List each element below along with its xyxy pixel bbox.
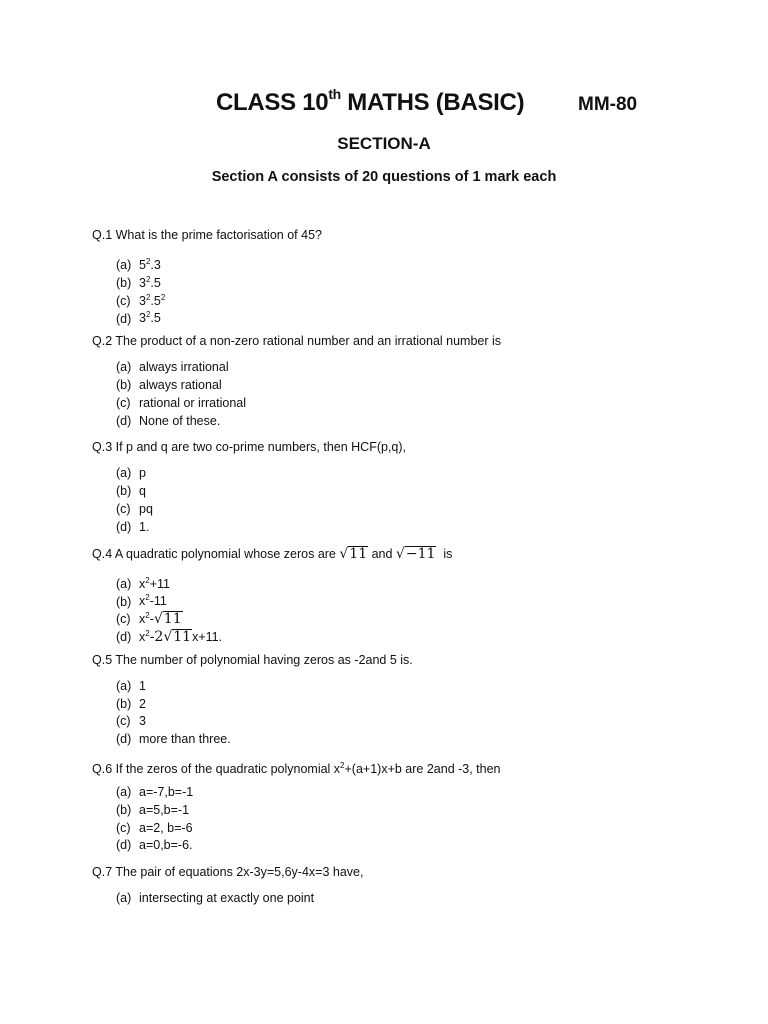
subject-label: MATHS (BASIC) — [340, 89, 525, 116]
option-c[interactable] — [116, 607, 732, 628]
max-marks: MM-80 — [578, 94, 638, 115]
radicand: 11 — [349, 545, 368, 562]
option-d[interactable] — [116, 625, 732, 646]
question-exponent: 2 — [340, 760, 345, 770]
question-1 — [92, 226, 732, 324]
option-letter: (c) — [116, 820, 131, 835]
option-c[interactable] — [116, 501, 732, 519]
question-text-end: +(a+1)x+b are 2and -3, then — [344, 762, 501, 777]
question-text-start: Q.4 A quadratic polynomial whose zeros are — [92, 546, 340, 561]
option-exponent: 2 — [145, 292, 151, 302]
sqrt-expression: √−11 — [395, 545, 436, 562]
option-a[interactable] — [116, 359, 732, 377]
option-letter: (c) — [116, 612, 131, 627]
option-d[interactable] — [116, 837, 732, 855]
option-text: 3 — [139, 714, 146, 729]
option-base: x — [139, 594, 146, 609]
section-title: SECTION-A — [337, 134, 431, 153]
options-list — [116, 465, 732, 536]
option-letter: (a) — [116, 466, 132, 481]
option-letter: (c) — [116, 395, 131, 410]
option-text: a=0,b=-6. — [139, 838, 193, 853]
option-letter: (b) — [116, 377, 132, 392]
option-c[interactable] — [116, 289, 732, 307]
option-text: a=-7,b=-1 — [139, 784, 194, 799]
option-base: 5 — [139, 258, 146, 273]
page-title — [216, 88, 524, 117]
option-text: 1. — [139, 519, 150, 534]
options-list — [116, 678, 732, 749]
option-exponent: 2 — [145, 611, 150, 621]
question-text-end: is — [436, 546, 453, 561]
question-text-middle: and — [368, 546, 396, 561]
option-text: more than three. — [139, 732, 231, 747]
question-text-start: Q.6 If the zeros of the quadratic polynomial x — [92, 762, 341, 777]
options-list — [116, 359, 732, 430]
option-rest: -2 — [149, 629, 164, 646]
question-7 — [92, 863, 732, 908]
question-text: Q.5 The number of polynomial having zeros as -2and 5 is. — [92, 652, 413, 667]
option-letter: (d) — [116, 519, 132, 534]
option-text: a=5,b=-1 — [139, 802, 190, 817]
question-2 — [92, 332, 732, 430]
option-letter: (d) — [116, 311, 132, 326]
option-letter: (b) — [116, 275, 132, 290]
sqrt-expression: √11 — [153, 611, 182, 628]
option-letter: (c) — [116, 293, 131, 308]
option-c[interactable] — [116, 713, 732, 731]
option-d[interactable] — [116, 519, 732, 537]
question-5 — [92, 651, 732, 749]
option-exponent: 2 — [160, 292, 166, 302]
question-text — [92, 545, 732, 563]
option-base: 3 — [139, 293, 146, 308]
sqrt-expression: √11 — [339, 545, 368, 562]
option-letter: (a) — [116, 576, 132, 591]
option-b[interactable] — [116, 271, 732, 289]
option-exponent: 2 — [145, 274, 151, 284]
option-letter: (a) — [116, 891, 132, 906]
option-base: 3 — [139, 311, 146, 326]
option-exponent: 2 — [145, 628, 150, 638]
option-rest: +11 — [149, 576, 170, 591]
option-d[interactable] — [116, 306, 732, 324]
question-text: Q.3 If p and q are two co-prime numbers, then HCF(p,q), — [92, 440, 407, 455]
option-exponent: 2 — [145, 593, 150, 603]
option-text: None of these. — [139, 413, 221, 428]
option-d[interactable] — [116, 413, 732, 431]
option-b[interactable] — [116, 589, 732, 607]
option-c[interactable] — [116, 395, 732, 413]
option-b[interactable] — [116, 377, 732, 395]
option-rest: .3 — [150, 258, 161, 273]
option-letter: (a) — [116, 360, 132, 375]
option-a[interactable] — [116, 572, 732, 590]
option-letter: (b) — [116, 696, 132, 711]
option-base: x — [139, 630, 146, 645]
question-list — [92, 226, 732, 916]
option-text: 2 — [139, 696, 146, 711]
option-base: 3 — [139, 275, 146, 290]
sqrt-expression: √11 — [163, 629, 192, 646]
option-letter: (d) — [116, 630, 132, 645]
option-a[interactable] — [116, 465, 732, 483]
option-text: pq — [139, 501, 153, 516]
option-rest: .5 — [150, 311, 161, 326]
option-base: x — [139, 576, 146, 591]
option-letter: (d) — [116, 413, 132, 428]
option-d[interactable] — [116, 731, 732, 749]
option-b[interactable] — [116, 483, 732, 501]
question-4 — [92, 545, 732, 646]
option-letter: (c) — [116, 501, 131, 516]
question-text: Q.2 The product of a non-zero rational number and an irrational number is — [92, 334, 502, 349]
section-description: Section A consists of 20 questions of 1 mark each — [211, 169, 557, 185]
question-text: Q.7 The pair of equations 2x-3y=5,6y-4x=3 have, — [92, 865, 364, 880]
option-a[interactable] — [116, 678, 732, 696]
option-text: 1 — [139, 678, 146, 693]
option-letter: (a) — [116, 258, 132, 273]
option-text: a=2, b=-6 — [139, 820, 193, 835]
option-text: p — [139, 466, 146, 481]
radicand: 11 — [163, 611, 182, 628]
option-rest: .5 — [150, 293, 161, 308]
option-text: q — [139, 484, 146, 499]
option-letter: (b) — [116, 802, 132, 817]
option-letter: (b) — [116, 594, 132, 609]
options-list — [116, 890, 732, 908]
option-text: always irrational — [139, 360, 229, 375]
option-a[interactable] — [116, 890, 732, 908]
option-base: x — [139, 612, 146, 627]
option-letter: (d) — [116, 732, 132, 747]
option-rest: - — [149, 612, 154, 627]
question-3 — [92, 438, 732, 536]
option-exponent: 2 — [145, 310, 151, 320]
option-text: rational or irrational — [139, 395, 246, 410]
option-letter: (b) — [116, 484, 132, 499]
options-list — [116, 572, 732, 646]
option-letter: (a) — [116, 784, 132, 799]
option-letter: (c) — [116, 714, 131, 729]
option-tail: x+11. — [192, 630, 223, 645]
option-c[interactable] — [116, 820, 732, 838]
option-letter: (a) — [116, 678, 132, 693]
question-text — [92, 757, 732, 775]
question-6 — [92, 757, 732, 855]
options-list — [116, 784, 732, 855]
class-label: CLASS 10 — [216, 89, 329, 116]
question-text: Q.1 What is the prime factorisation of 45? — [92, 228, 322, 242]
option-exponent: 2 — [145, 575, 150, 585]
option-b[interactable] — [116, 696, 732, 714]
option-text: always rational — [139, 377, 222, 392]
radicand: 11 — [173, 629, 192, 646]
class-superscript: th — [328, 86, 341, 102]
header — [0, 88, 768, 128]
option-rest: -11 — [149, 594, 167, 609]
option-letter: (d) — [116, 838, 132, 853]
option-rest: .5 — [150, 275, 161, 290]
option-exponent: 2 — [145, 257, 151, 266]
option-text: intersecting at exactly one point — [139, 891, 315, 906]
options-list — [116, 253, 732, 324]
option-a[interactable] — [116, 253, 732, 271]
option-a[interactable] — [116, 784, 732, 802]
radicand: −11 — [405, 545, 436, 562]
option-b[interactable] — [116, 802, 732, 820]
